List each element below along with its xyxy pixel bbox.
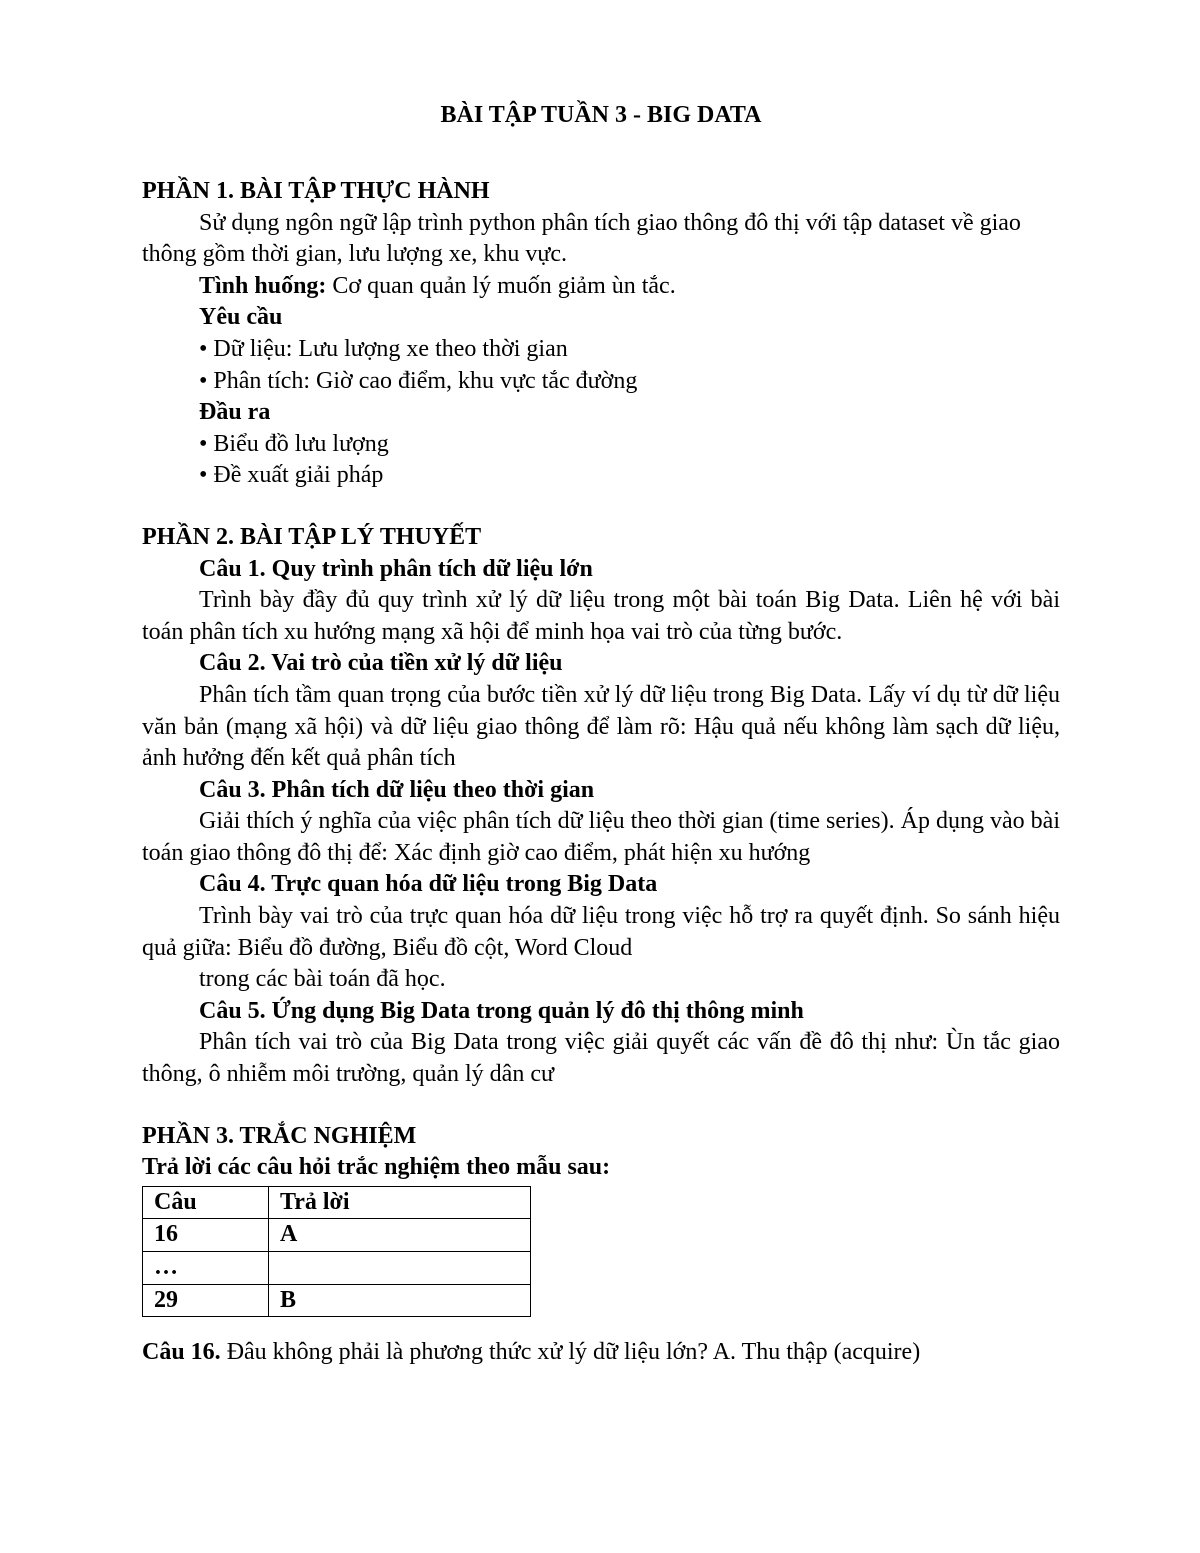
answer-table	[142, 1186, 531, 1317]
table-row	[143, 1252, 531, 1285]
spacer	[142, 1317, 1060, 1337]
output-item: • Biểu đồ lưu lượng	[199, 430, 389, 457]
requirement-item: • Dữ liệu: Lưu lượng xe theo thời gian	[199, 335, 568, 362]
question-1-title: Câu 1. Quy trình phân tích dữ liệu lớn	[199, 555, 593, 582]
document-title: BÀI TẬP TUẦN 3 - BIG DATA	[440, 102, 762, 128]
question-1-text: Trình bày đầy đủ quy trình xử lý dữ liệu trong một bài toán Big Data. Liên hệ với bài toán phân tích xu hướng mạng xã hội để minh họa vai trò của từng bước.	[142, 587, 1060, 645]
part1-intro: Sử dụng ngôn ngữ lập trình python phân tích giao thông đô thị với tập dataset về giao thông gồm thời gian, lưu lượng xe, khu vực.	[142, 209, 1021, 268]
question-16-text: Đâu không phải là phương thức xử lý dữ liệu lớn? A. Thu thập (acquire)	[220, 1339, 921, 1366]
output-item: • Đề xuất giải pháp	[199, 462, 384, 489]
part3-heading: PHẦN 3. TRẮC NGHIỆM	[142, 1122, 417, 1149]
table-cell: …	[143, 1252, 269, 1285]
question-2-text: Phân tích tầm quan trọng của bước tiền xử lý dữ liệu trong Big Data. Lấy ví dụ từ dữ liệu văn bản (mạng xã hội) và dữ liệu giao thông để làm rõ: Hậu quả nếu không làm sạch dữ liệu, ảnh hưởng đến kết quả phân tích	[142, 681, 1060, 772]
table-row	[143, 1219, 531, 1252]
question-5-text: Phân tích vai trò của Big Data trong việc giải quyết các vấn đề đô thị như: Ùn tắc giao thông, ô nhiễm môi trường, quản lý dân cư	[142, 1029, 1060, 1088]
situation-text: Cơ quan quản lý muốn giảm ùn tắc.	[326, 272, 676, 299]
part2-section	[142, 522, 1060, 1091]
table-row	[143, 1284, 531, 1317]
requirements-heading: Yêu cầu	[199, 304, 283, 331]
requirement-item: • Phân tích: Giờ cao điểm, khu vực tắc đường	[199, 367, 638, 394]
table-header-cell: Câu	[143, 1186, 269, 1219]
part3-section	[142, 1121, 1060, 1369]
output-heading: Đầu ra	[199, 399, 271, 426]
table-cell: B	[269, 1284, 531, 1317]
document-body	[142, 98, 1060, 1369]
question-3-text: Giải thích ý nghĩa của việc phân tích dữ liệu theo thời gian (time series). Áp dụng vào bài toán giao thông đô thị để: Xác định giờ cao điểm, phát hiện xu hướng	[142, 808, 1060, 866]
part1-situation	[142, 271, 1060, 303]
part1-heading: PHẦN 1. BÀI TẬP THỰC HÀNH	[142, 178, 490, 204]
table-cell: A	[269, 1219, 531, 1252]
spacer	[142, 1091, 1060, 1121]
spacer	[142, 492, 1060, 522]
part3-instruction: Trả lời các câu hỏi trắc nghiệm theo mẫu sau:	[142, 1154, 611, 1181]
question-16	[142, 1337, 1060, 1369]
question-2-title: Câu 2. Vai trò của tiền xử lý dữ liệu	[199, 650, 563, 677]
question-4-title: Câu 4. Trực quan hóa dữ liệu trong Big Data	[199, 871, 658, 898]
table-cell	[269, 1252, 531, 1285]
table-cell: 29	[143, 1284, 269, 1317]
question-3-title: Câu 3. Phân tích dữ liệu theo thời gian	[199, 776, 595, 803]
question-5-title: Câu 5. Ứng dụng Big Data trong quản lý đô thị thông minh	[199, 997, 804, 1024]
table-header-cell: Trả lời	[269, 1186, 531, 1219]
situation-label: Tình huống:	[199, 272, 327, 299]
question-4-text-continued: trong các bài toán đã học.	[199, 966, 446, 993]
question-16-label: Câu 16.	[142, 1339, 221, 1366]
part1-section	[142, 176, 1060, 492]
question-4-text: Trình bày vai trò của trực quan hóa dữ liệu trong việc hỗ trợ ra quyết định. So sánh hiệu quả giữa: Biểu đồ đường, Biểu đồ cột, Word Cloud	[142, 903, 1060, 961]
part2-heading: PHẦN 2. BÀI TẬP LÝ THUYẾT	[142, 523, 482, 550]
table-header-row	[143, 1186, 531, 1219]
table-cell: 16	[143, 1219, 269, 1252]
